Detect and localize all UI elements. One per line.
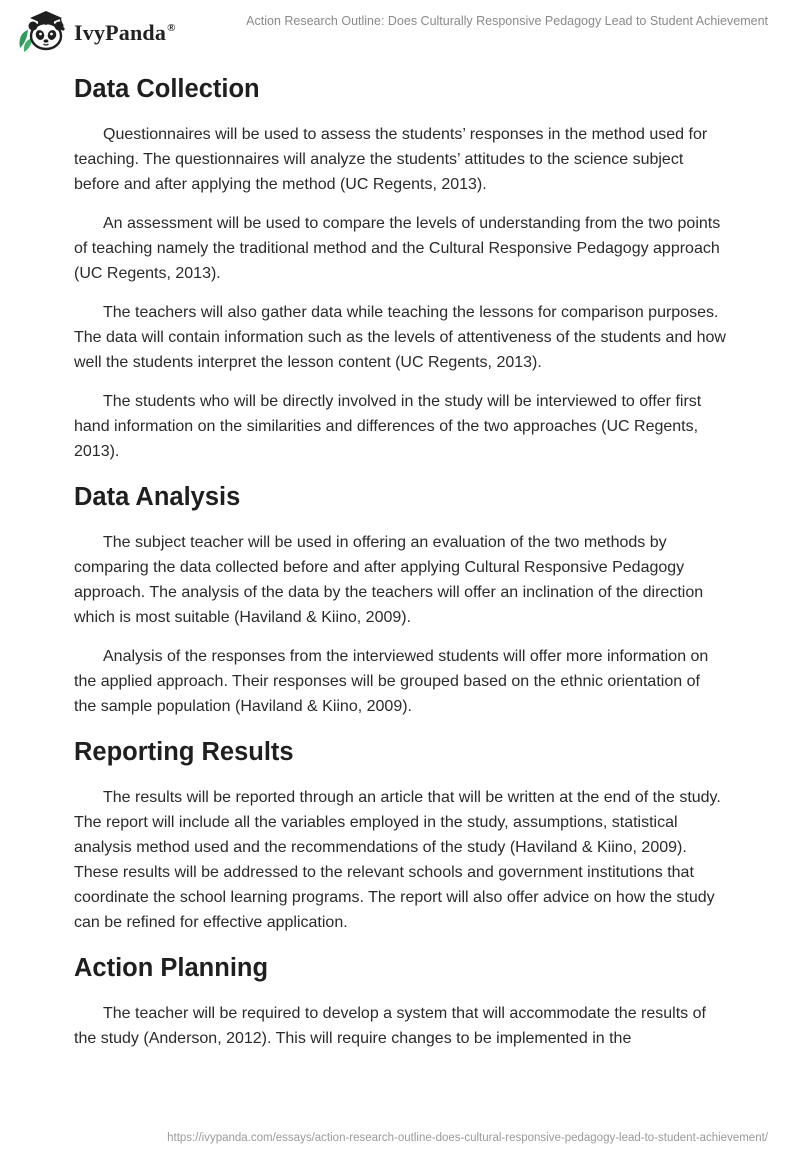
section-data-collection	[74, 70, 726, 464]
section-reporting-results	[74, 733, 726, 935]
section-heading: Action Planning	[74, 954, 269, 982]
ivypanda-logo[interactable]	[14, 8, 176, 54]
registered-mark: ®	[167, 22, 176, 34]
source-url[interactable]: https://ivypanda.com/essays/action-research-outline-does-cultural-responsive-pedagogy-lead-to-student-achievement/	[167, 1132, 768, 1144]
document-title: Action Research Outline: Does Culturally Responsive Pedagogy Lead to Student Achievement	[246, 14, 768, 28]
brand-name	[74, 20, 176, 46]
paragraph: An assessment will be used to compare the levels of understanding from the two points of teaching namely the traditional method and the Cultural Responsive Pedagogy approach (UC Regents, 2013).	[74, 215, 721, 282]
paragraph: Questionnaires will be used to assess the students’ responses in the method used for teaching. The questionnaires will analyze the students’ attitudes to the science subject before and after applying the method (UC Regents, 2013).	[74, 126, 708, 193]
section-heading: Data Analysis	[74, 483, 241, 511]
paragraph: The teachers will also gather data while teaching the lessons for comparison purposes. The data will contain information such as the levels of attentiveness of the students and how well the students interpret the lesson content (UC Regents, 2013).	[74, 304, 726, 371]
essay-content	[74, 70, 726, 1051]
paragraph: The results will be reported through an article that will be written at the end of the study. The report will include all the variables employed in the study, assumptions, statistical analysis method used and the recommendations of the study (Haviland & Kiino, 2009). These results will be addressed to the relevant schools and government institutions that coordinate the school learning programs. The report will also offer advice on how the study can be refined for effective application.	[74, 789, 721, 931]
paragraph: The teacher will be required to develop a system that will accommodate the results of the study (Anderson, 2012). This will require changes to be implemented in the	[74, 1005, 706, 1047]
paragraph: Analysis of the responses from the interviewed students will offer more information on the applied approach. Their responses will be grouped based on the ethnic orientation of the sample population (Haviland & Kiino, 2009).	[74, 648, 709, 715]
section-data-analysis	[74, 478, 726, 719]
paragraph: The students who will be directly involved in the study will be interviewed to offer first hand information on the similarities and differences of the two approaches (UC Regents, 2013).	[74, 393, 702, 460]
section-heading: Data Collection	[74, 75, 260, 103]
section-action-planning	[74, 949, 726, 1051]
panda-graduate-icon	[14, 8, 72, 54]
brand-name-text: IvyPanda	[74, 20, 167, 45]
page-header	[0, 0, 800, 60]
paragraph: The subject teacher will be used in offering an evaluation of the two methods by comparing the data collected before and after applying Cultural Responsive Pedagogy approach. The analysis of the data by the teachers will offer an inclination of the direction which is most suitable (Haviland & Kiino, 2009).	[74, 534, 704, 626]
section-heading: Reporting Results	[74, 738, 294, 766]
